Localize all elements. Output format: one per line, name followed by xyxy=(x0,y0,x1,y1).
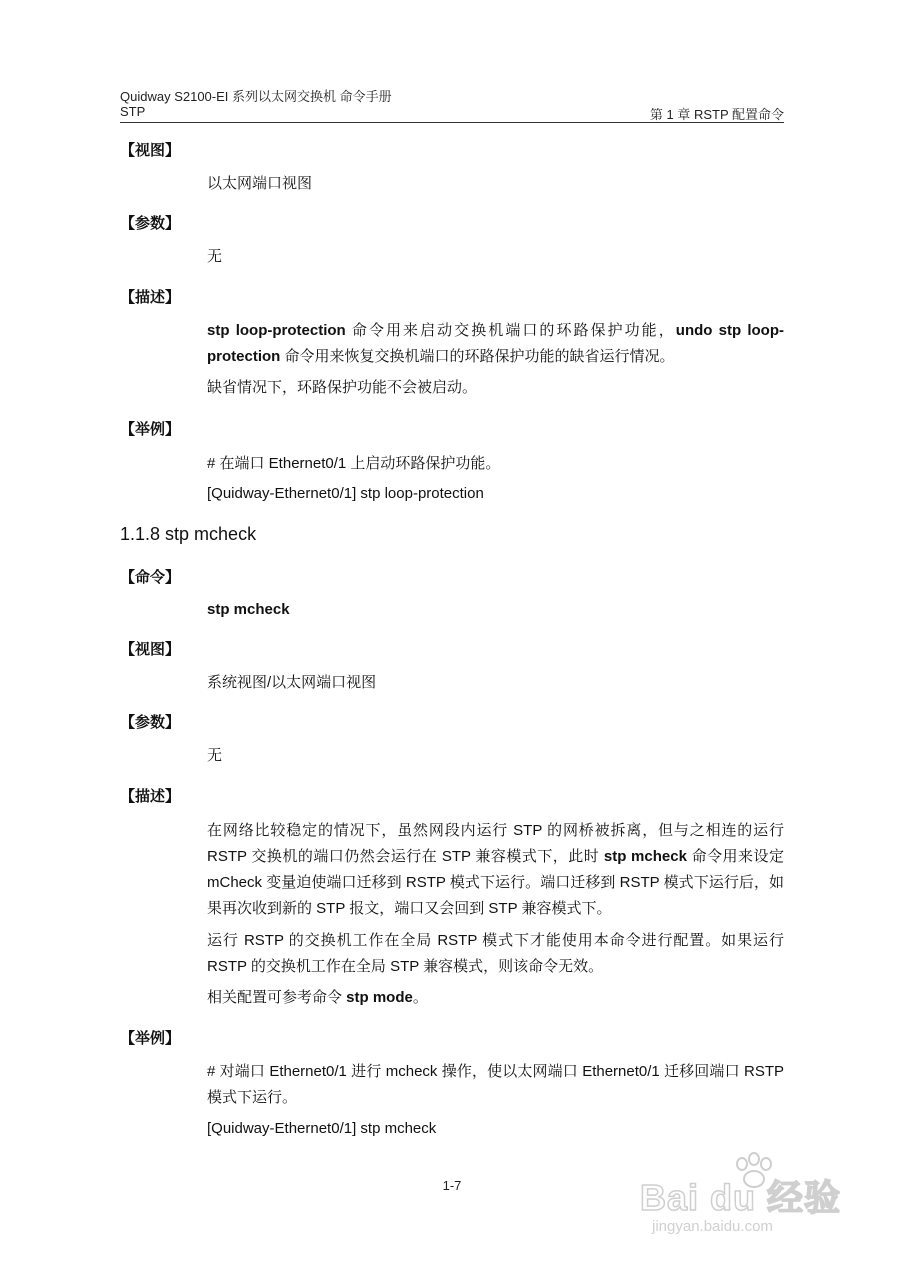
header-title: Quidway S2100-EI 系列以太网交换机 命令手册 xyxy=(120,89,392,104)
section-label-view-2: 【视图】 xyxy=(120,640,181,658)
section-label-example: 【举例】 xyxy=(120,420,181,438)
header-rule xyxy=(120,122,784,123)
command-name-mode: stp mode xyxy=(346,989,413,1006)
section-label-description-2: 【描述】 xyxy=(120,787,181,805)
view-text: 以太网端口视图 xyxy=(207,175,313,192)
header-chapter-short: STP xyxy=(120,104,146,119)
description-paragraph-2: 在网络比较稳定的情况下，虽然网段内运行 STP 的网桥被拆离，但与之相连的运行 RSTP 交换机的端口仍然会运行在 STP 兼容模式下，此时 stp mcheck 命令用来设定 mCheck 变量迫使端口迁移到 RSTP 模式下运行。端口迁移到 RSTP 模式下运行后，如果再次收到新的 STP 报文，端口又会回到 STP 兼容模式下。 xyxy=(207,822,785,917)
example-command: [Quidway-Ethernet0/1] stp loop-protection xyxy=(207,485,484,502)
command-name-undo: undo stp loop-protection xyxy=(207,322,785,365)
params-text-2: 无 xyxy=(207,747,223,764)
view-text-2: 系统视图/以太网端口视图 xyxy=(207,674,377,691)
example-comment: # 在端口 Ethernet0/1 上启动环路保护功能。 xyxy=(207,455,501,472)
section-label-example-2: 【举例】 xyxy=(120,1029,181,1047)
description-paragraph: stp loop-protection 命令用来启动交换机端口的环路保护功能，undo stp loop-protection 命令用来恢复交换机端口的环路保护功能的缺省运行情况。 xyxy=(207,322,785,365)
watermark-brand: Bai du 经验 xyxy=(640,1177,842,1218)
params-text: 无 xyxy=(207,248,223,265)
header-chapter-title: 第 1 章 RSTP 配置命令 xyxy=(649,107,784,122)
default-note: 缺省情况下，环路保护功能不会被启动。 xyxy=(207,379,478,396)
command-name-mcheck: stp mcheck xyxy=(603,848,687,865)
section-label-view: 【视图】 xyxy=(120,141,181,159)
page-number: 1-7 xyxy=(442,1178,462,1193)
description-paragraph-3: 运行 RSTP 的交换机工作在全局 RSTP 模式下才能使用本命令进行配置。如果运行 RSTP 的交换机工作在全局 STP 兼容模式，则该命令无效。 xyxy=(207,932,784,975)
section-heading: 1.1.8 stp mcheck xyxy=(120,524,257,544)
section-label-params-2: 【参数】 xyxy=(120,713,181,731)
example-command-2: [Quidway-Ethernet0/1] stp mcheck xyxy=(207,1120,437,1137)
baidu-watermark xyxy=(640,1150,860,1250)
command-syntax: stp mcheck xyxy=(207,601,290,618)
section-label-description: 【描述】 xyxy=(120,288,181,306)
section-label-command: 【命令】 xyxy=(120,568,181,586)
related-config: 相关配置可参考命令 stp mode。 xyxy=(207,989,428,1006)
section-label-params: 【参数】 xyxy=(120,214,181,232)
command-name: stp loop-protection xyxy=(207,322,346,339)
example-comment-2: # 对端口 Ethernet0/1 进行 mcheck 操作，使以太网端口 Ethernet0/1 迁移回端口 RSTP 模式下运行。 xyxy=(207,1063,784,1106)
watermark-url: jingyan.baidu.com xyxy=(652,1218,773,1235)
